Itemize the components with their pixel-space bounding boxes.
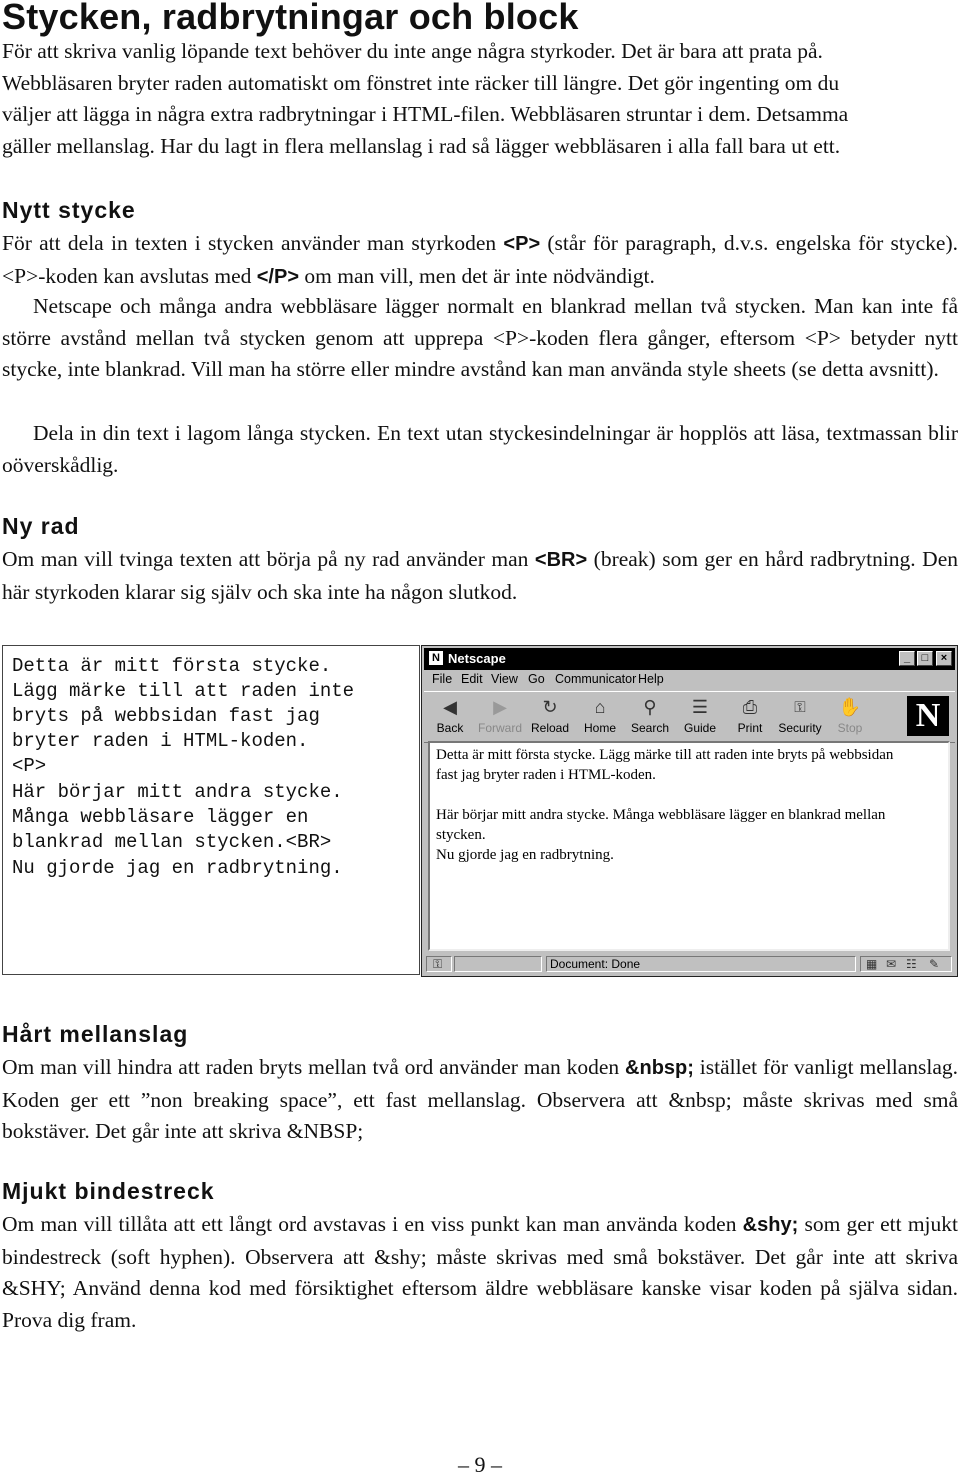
code-end-p: </P> [256, 265, 300, 288]
window-title: Netscape [448, 651, 506, 666]
search-icon: ⚲ [643, 697, 657, 717]
discussion-icon[interactable]: ☷ [906, 957, 917, 971]
intro-line: väljer att lägga in några extra radbrytningar i HTML-filen. Webbläsaren struntar i dem. Detsamma [2, 102, 849, 126]
menu-go[interactable]: Go [528, 672, 545, 686]
netscape-window [421, 645, 958, 977]
code-line: Lägg märke till att raden inte [12, 680, 355, 702]
toolbar-label: Guide [683, 721, 717, 735]
code-line: Här börjar mitt andra stycke. [12, 781, 343, 803]
mjukt-bindestreck-paragraph [2, 1209, 958, 1336]
intro-line: Webbläsaren bryter raden automatiskt om fönstret inte räcker till längre. Det gör ingenting om du [2, 70, 840, 95]
text-run: Om man vill hindra att raden bryts mellan två ord använder man koden [2, 1055, 626, 1079]
toolbar-label: Back [436, 721, 464, 735]
guide-button[interactable] [676, 694, 724, 735]
home-icon: ⌂ [594, 697, 606, 717]
toolbar-label: Search [630, 721, 670, 735]
stop-icon: ✋ [838, 697, 862, 717]
intro-line: gäller mellanslag. Har du lagt in flera mellanslag i rad så lägger webbläsaren i alla fall bara ut ett. [2, 133, 841, 158]
text-run: För att dela in texten i stycken använder man styrkoden [2, 231, 504, 255]
forward-arrow-icon: ▶ [493, 697, 507, 717]
text-run: Om man vill tvinga texten att börja på ny rad använder man [2, 547, 535, 571]
code-line: Många webbläsare lägger en [12, 806, 309, 828]
minimize-button[interactable]: _ [899, 651, 915, 666]
browser-content-area [428, 741, 950, 951]
intro-line: För att skriva vanlig löpande text behöver du inte ange några styrkoder. Det är bara att prata på. [2, 39, 823, 63]
menu-help[interactable]: Help [638, 672, 664, 686]
security-button[interactable] [776, 694, 824, 735]
heading-mjukt-bindestreck: Mjukt bindestreck [2, 1178, 215, 1204]
maximize-button[interactable]: □ [917, 651, 933, 666]
print-icon: ⎙ [742, 697, 758, 717]
search-button[interactable] [626, 694, 674, 735]
toolbar-label: Security [778, 721, 822, 735]
heading-ny-rad: Ny rad [2, 513, 80, 539]
code-line: bryter raden i HTML-koden. [12, 730, 309, 752]
toolbar-label: Forward [477, 721, 522, 735]
code-p: <P> [503, 233, 541, 255]
text-run: (står för paragraph, d.v.s. engelska för stycke). <P>-koden kan avslutas med [2, 231, 958, 288]
netscape-logo-icon: N [429, 651, 443, 665]
status-security-cell [426, 956, 452, 972]
nytt-stycke-paragraph-3: Dela in din text i lagom långa stycken. En text utan styckesindelningar är hopplös att läsa, textmassan blir oöverskådlig. [2, 421, 958, 477]
rendered-line: Nu gjorde jag en radbrytning. [436, 847, 614, 863]
title-bar [424, 648, 955, 670]
text-run: som ger ett mjukt bindestreck (soft hyphen). Observera att &shy; måste skrivas med små bokstäver. Det går inte att skriva &SHY; Använd denna kod med försiktighet eftersom äldre webbläsare kanske visar koden på själva sidan. Prova dig fram. [2, 1212, 959, 1332]
reload-icon: ↻ [542, 697, 558, 717]
code-line: bryts på webbsidan fast jag [12, 705, 320, 727]
rendered-line: fast jag bryter raden i HTML-koden. [436, 767, 656, 783]
navigator-icon[interactable]: ▦ [866, 957, 878, 971]
forward-button[interactable] [476, 694, 524, 735]
text-run: (break) som ger en hård radbrytning. Den här styrkoden klarar sig själv och ska inte ha någon slutkod. [2, 547, 958, 604]
menu-view[interactable]: View [491, 672, 518, 686]
component-bar [860, 956, 952, 972]
hart-mellanslag-paragraph [2, 1052, 958, 1148]
progress-bar [454, 956, 542, 972]
toolbar-label: Reload [530, 721, 570, 735]
navigation-toolbar [424, 691, 955, 743]
ny-rad-paragraph [2, 544, 958, 608]
menu-communicator[interactable]: Communicator [555, 672, 637, 686]
toolbar-label: Stop [837, 721, 863, 735]
status-text: Document: Done [550, 957, 641, 971]
code-line: Detta är mitt första stycke. [12, 655, 332, 677]
stop-button[interactable] [826, 694, 874, 735]
security-lock-icon: ⚿ [794, 698, 806, 716]
intro-paragraph [2, 36, 958, 162]
menu-bar [424, 670, 955, 690]
code-line: <P> [12, 755, 47, 777]
rendered-line: Här börjar mitt andra stycke. Många webbläsare lägger en blankrad mellan [436, 807, 886, 823]
home-button[interactable] [576, 694, 624, 735]
toolbar-label: Print [737, 721, 763, 735]
back-arrow-icon: ◀ [443, 697, 457, 717]
rendered-line: stycken. [436, 827, 486, 843]
html-code-example [2, 645, 420, 975]
close-button[interactable]: × [936, 651, 952, 666]
toolbar-label: Home [583, 721, 616, 735]
netscape-n-logo-icon: N [907, 696, 949, 736]
code-nbsp: &nbsp; [625, 1057, 694, 1079]
print-button[interactable] [726, 694, 774, 735]
nytt-stycke-paragraph-1 [2, 228, 958, 293]
nytt-stycke-paragraph-2: Netscape och många andra webbläsare lägger normalt en blankrad mellan två stycken. Man kan inte få större avstånd mellan två stycken genom att upprepa <P>-koden flera gånger, eftersom <P> betyder nytt stycke, inte blankrad. Vill man ha större eller mindre avstånd kan man använda style sheets (se detta avsnitt). [2, 294, 958, 381]
page-number: – 9 – [458, 1452, 502, 1477]
reload-button[interactable] [526, 694, 574, 735]
heading-hart-mellanslag: Hårt mellanslag [2, 1021, 189, 1047]
heading-nytt-stycke: Nytt stycke [2, 197, 136, 223]
page-title: Stycken, radbrytningar och block [2, 0, 579, 37]
composer-icon[interactable]: ✎ [929, 957, 940, 971]
text-run: Om man vill tillåta att ett långt ord avstavas i en viss punkt kan man använda koden [2, 1212, 743, 1236]
mail-icon[interactable]: ✉ [886, 957, 897, 971]
code-line: Nu gjorde jag en radbrytning. [12, 857, 343, 879]
security-lock-icon: ⚿ [433, 957, 443, 971]
guide-icon: ☰ [691, 697, 709, 717]
code-line: blankrad mellan stycken.<BR> [12, 831, 332, 853]
status-bar [424, 954, 955, 974]
back-button[interactable] [426, 694, 474, 735]
menu-file[interactable]: File [432, 672, 453, 686]
menu-edit[interactable]: Edit [461, 672, 483, 686]
code-br: <BR> [534, 549, 588, 571]
code-shy: &shy; [742, 1214, 799, 1236]
text-run: istället för vanligt mellanslag. Koden ger ett ”non breaking space”, ett fast mellanslag. Observera att &nbsp; måste skrivas med små bokstäver. Det går inte att skriva &NBSP; [2, 1055, 958, 1143]
rendered-line: Detta är mitt första stycke. Lägg märke till att raden inte bryts på webbsidan [436, 747, 894, 763]
text-run: om man vill, men det är inte nödvändigt. [299, 263, 655, 288]
